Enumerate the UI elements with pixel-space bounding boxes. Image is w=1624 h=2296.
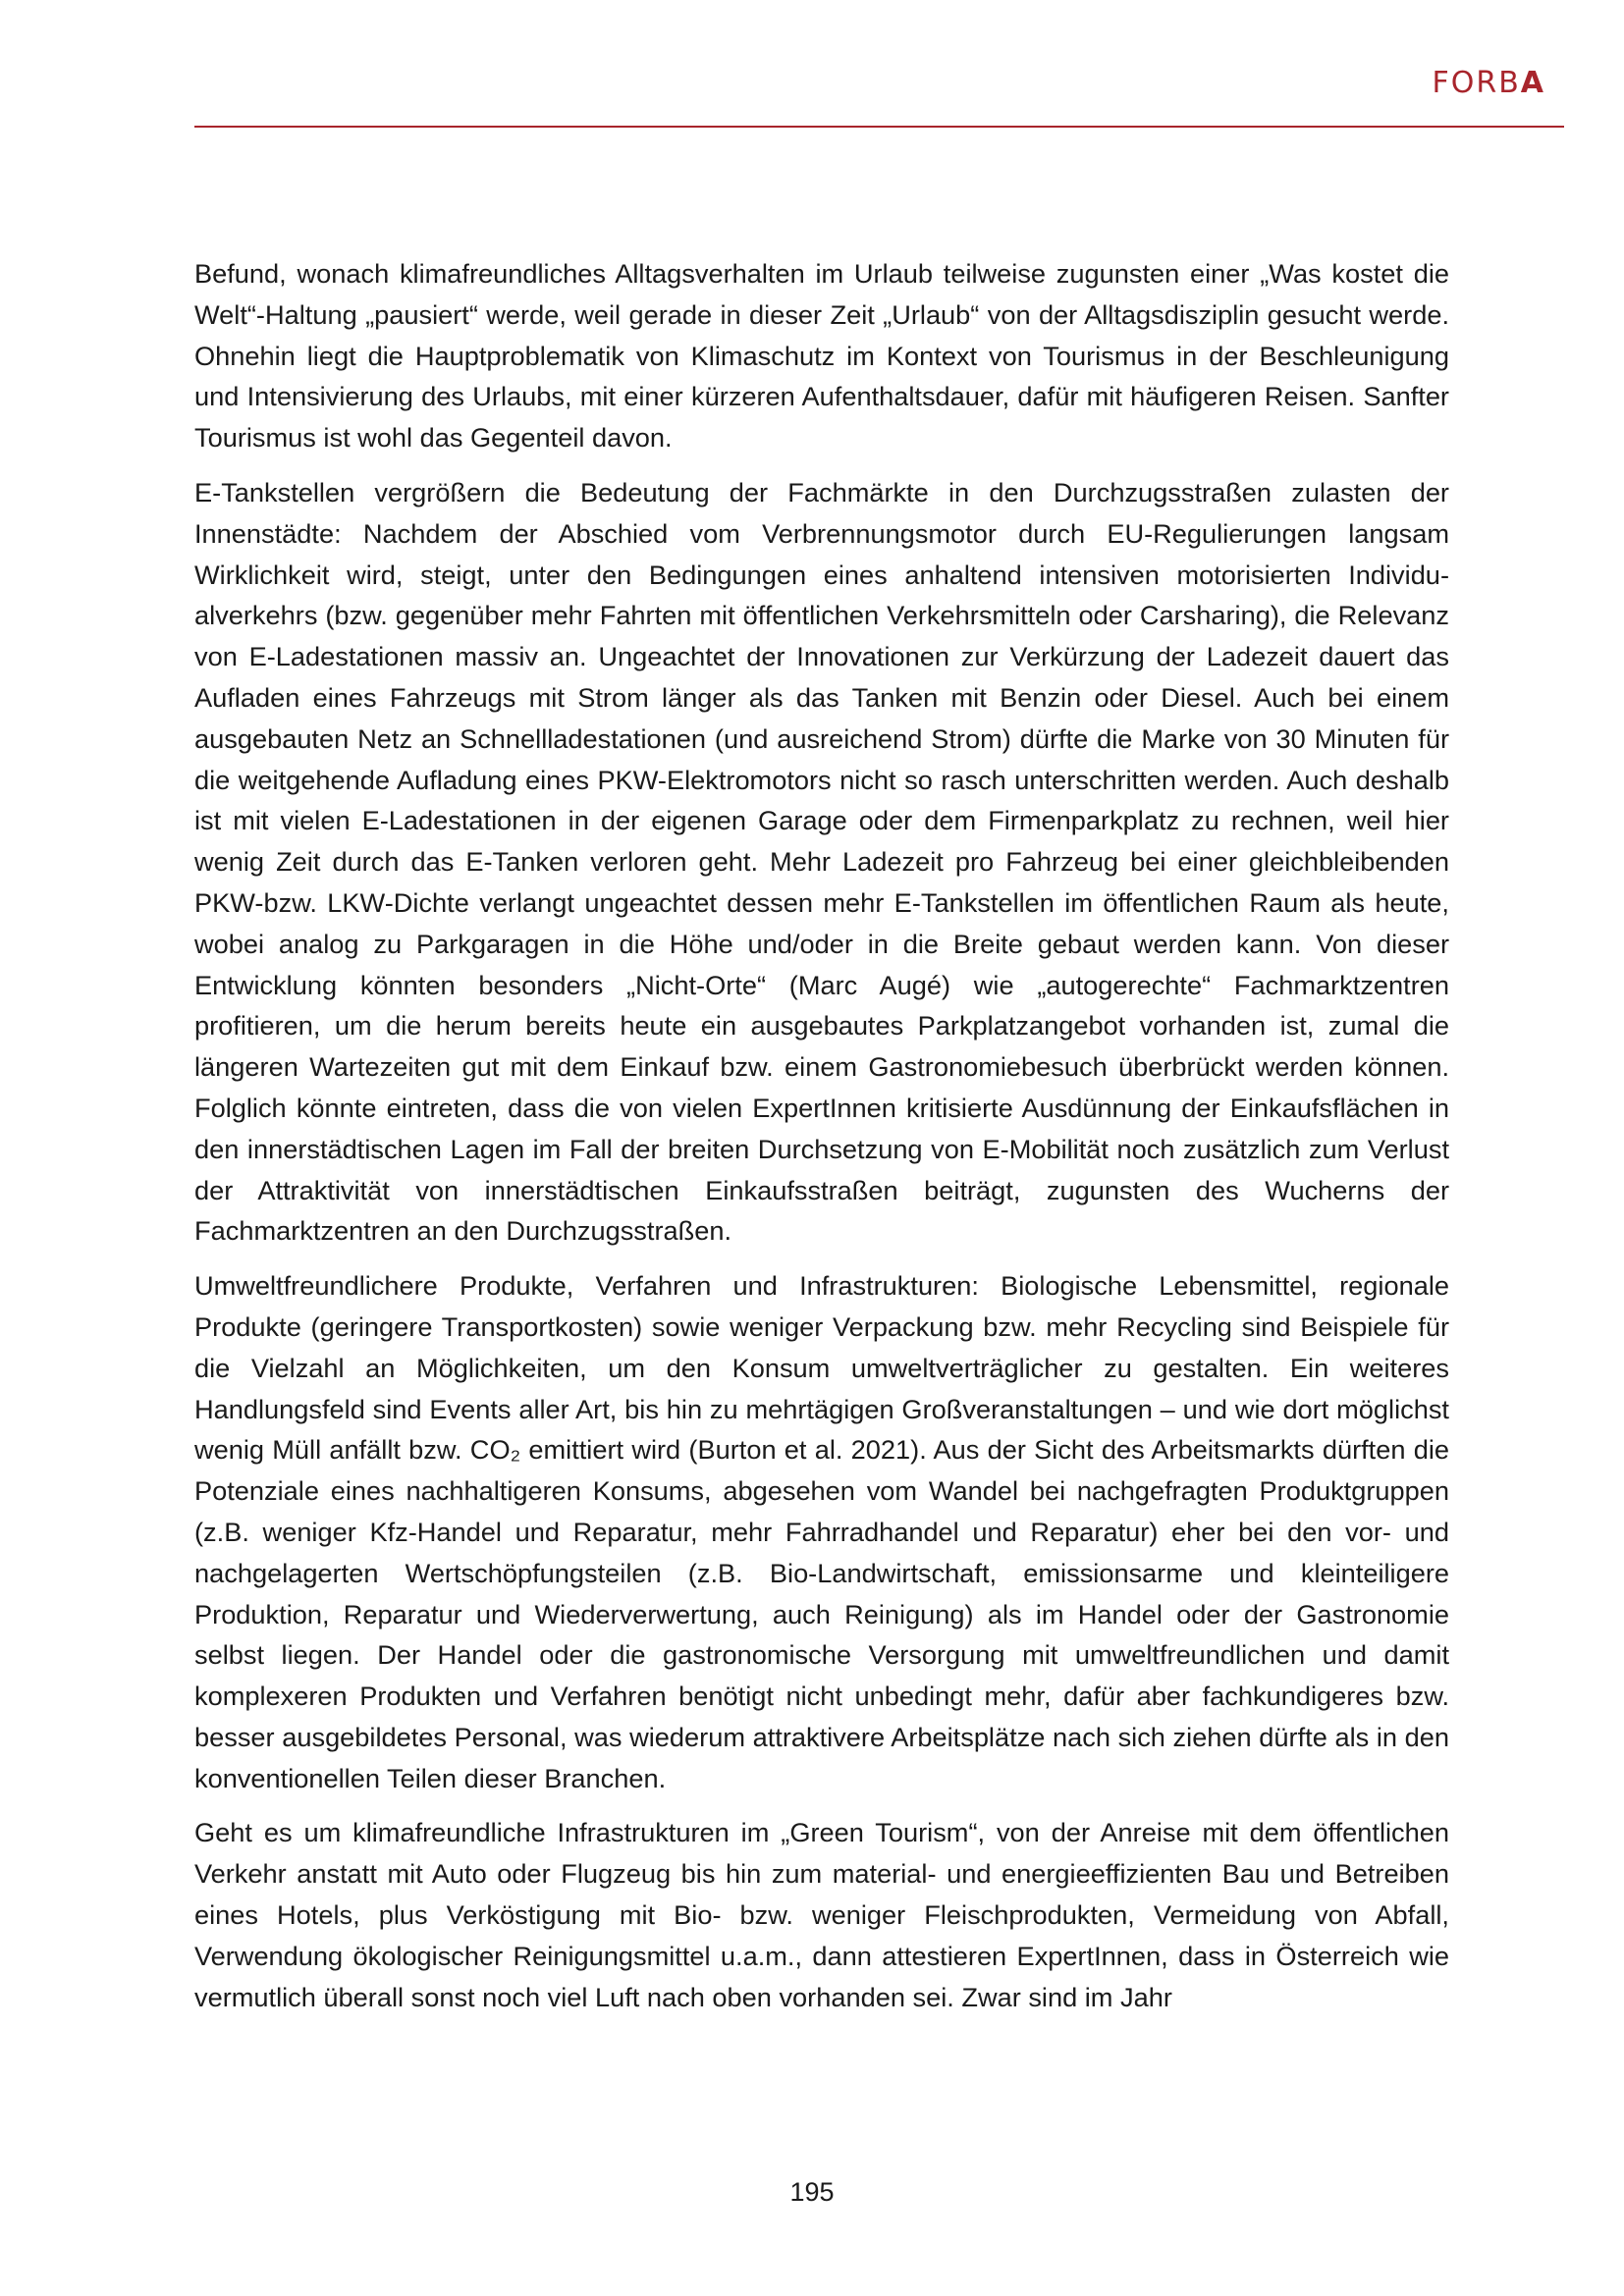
paragraph-3: Umweltfreundlichere Produkte, Verfahren und Infrastrukturen: Biologische Lebensmittel, regionale Produkte (geringere Transportkosten) sowie weniger Verpackung bzw. mehr Recycling sind Beispiele für die Vielzahl an Möglichkeiten, um den Konsum umweltverträglicher zu gestalten. Ein weiteres Handlungsfeld sind Events aller Art, bis hin zu mehrtägigen Großveranstaltungen – und wie dort möglichst wenig Müll anfällt bzw. CO₂ emittiert wird (Burton et al. 2021). Aus der Sicht des Arbeitsmarkts dürften die Potenziale eines nachhaltigeren Konsums, abgesehen vom Wandel bei nachgefragten Produktgruppen (z.B. weniger Kfz-Handel und Reparatur, mehr Fahrradhandel und Reparatur) eher bei den vor- und nachgelagerten Wertschöpfungsteilen (z.B. Bio-Landwirtschaft, emissionsarme und kleinteiligere Produktion, Reparatur und Wiederverwertung, auch Reinigung) als im Handel oder der Gastronomie selbst liegen. Der Handel oder die gastronomische Versorgung mit umweltfreundlichen und damit komplexeren Produkten und Verfahren benötigt nicht unbedingt mehr, dafür aber fachkundigeres bzw. besser ausgebildetes Personal, was wiederum attraktivere Arbeitsplätze nach sich ziehen dürfte als in den konventionellen Teilen dieser Branchen. (194, 1270, 1449, 1793)
logo-text-bold: A (1520, 66, 1545, 100)
body-text (194, 253, 1449, 2031)
paragraph-2: E-Tankstellen vergrößern die Bedeutung der Fachmärkte in den Durchzugsstraßen zulasten der Innenstädte: Nachdem der Abschied vom Verbrennungsmotor durch EU-Regulierungen langsam Wirklichkeit wird, steigt, unter den Bedingungen eines anhaltend intensiven motorisierten Individualverkehrs (bzw. gegenüber mehr Fahrten mit öffentlichen Verkehrsmitteln oder Carsharing), die Relevanz von E-Ladestationen massiv an. Ungeachtet der Innovationen zur Verkürzung der Ladezeit dauert das Aufladen eines Fahrzeugs mit Strom länger als das Tanken mit Benzin oder Diesel. Auch bei einem ausgebauten Netz an Schnellladestationen (und ausreichend Strom) dürfte die Marke von 30 Minuten für die weitgehende Aufladung eines PKW-Elektromotors nicht so rasch unterschritten werden. Auch deshalb ist mit vielen E-Ladestationen in der eigenen Garage oder dem Firmenparkplatz zu rechnen, weil hier wenig Zeit durch das E-Tanken verloren geht. Mehr Ladezeit pro Fahrzeug bei einer gleichbleibenden PKW-bzw. LKW-Dichte verlangt ungeachtet dessen mehr E-Tankstellen im öffentlichen Raum als heute, wobei analog zu Parkgaragen in die Höhe und/oder in die Breite gebaut werden kann. Von dieser Entwicklung könnten besonders „Nicht-Orte“ (Marc Augé) wie „autogerechte“ Fachmarktzentren profitieren, um die herum bereits heute ein ausgebautes Parkplatzangebot vorhanden ist, zumal die längeren Wartezeiten gut mit dem Einkauf bzw. einem Gastronomiebesuch überbrückt werden können. Folglich könnte eintreten, dass die von vielen ExpertInnen kritisierte Ausdünnung der Einkaufsflächen in den innerstädtischen Lagen im Fall der breiten Durchsetzung von E-Mobilität noch zusätzlich zum Verlust der Attraktivität von innerstädtischen Einkaufsstraßen beiträgt, zugunsten des Wucherns der Fachmarktzentren an den Durchzugsstraßen. (194, 476, 1449, 1247)
header-divider (194, 126, 1564, 128)
forba-logo (1432, 66, 1545, 100)
logo-text-regular: FORB (1432, 66, 1521, 100)
paragraph-1: Befund, wonach klimafreundliches Alltagsverhalten im Urlaub teilweise zugunsten einer „Was kostet die Welt“-Haltung „pausiert“ werde, weil gerade in dieser Zeit „Urlaub“ von der Alltagsdisziplin gesucht werde. Ohnehin liegt die Hauptproblematik von Klimaschutz im Kontext von Tourismus in der Beschleunigung und Intensivierung des Urlaubs, mit einer kürzeren Aufenthaltsdauer, dafür mit häufigeren Reisen. Sanfter Tourismus ist wohl das Gegenteil davon. (194, 258, 1449, 454)
paragraph-4: Geht es um klimafreundliche Infrastrukturen im „Green Tourism“, von der Anreise mit dem öffentlichen Verkehr anstatt mit Auto oder Flugzeug bis hin zum material- und energieeffizienten Bau und Betreiben eines Hotels, plus Verköstigung mit Bio- bzw. weniger Fleischprodukten, Vermeidung von Abfall, Verwendung ökologischer Reinigungsmittel u.a.m., dann attestieren ExpertInnen, dass in Österreich wie vermutlich überall sonst noch viel Luft nach oben vorhanden sei. Zwar sind im Jahr (194, 1817, 1449, 2012)
page-number: 195 (789, 2177, 835, 2207)
